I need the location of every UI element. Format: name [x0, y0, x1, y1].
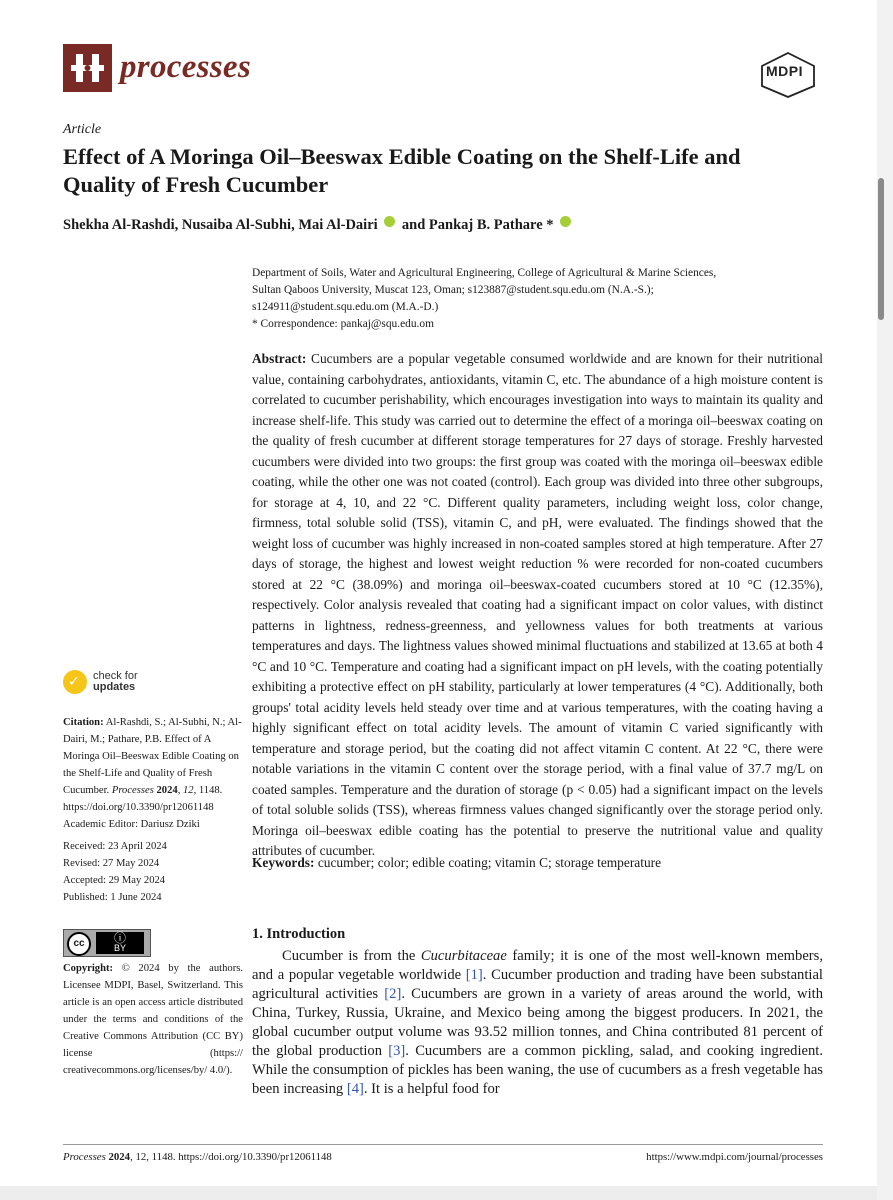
intro-text: Cucumber is from the: [282, 948, 421, 964]
reference-link[interactable]: [3]: [388, 1043, 406, 1059]
citation-year: 2024: [156, 785, 178, 796]
date-revised: Revised: 27 May 2024: [63, 858, 160, 869]
viewer-bottom-edge: [0, 1186, 877, 1200]
author-list: [63, 216, 574, 234]
publisher-name: MDPI: [766, 63, 803, 79]
introduction-paragraph: [252, 947, 823, 1099]
correspondence: * Correspondence: pankaj@squ.edu.om: [252, 318, 434, 330]
processes-logo-icon: [63, 44, 112, 92]
abstract: [252, 349, 823, 862]
article-type: Article: [63, 122, 102, 137]
copyright-label: Copyright:: [63, 963, 114, 974]
intro-text: . Cucumbers are a common pickling, salad, and cooking ingredient. While the consumption of pickles has been waning, the use of cucumbers as a fresh vegetable has been increasing: [252, 1043, 823, 1097]
abstract-label: Abstract:: [252, 351, 307, 366]
section-heading-introduction: 1. Introduction: [252, 926, 346, 942]
keywords-label: Keywords:: [252, 855, 315, 870]
academic-editor: Academic Editor: Dariusz Dziki: [63, 819, 200, 830]
check-updates-line1: check for: [93, 670, 138, 682]
citation-journal: Processes: [111, 785, 154, 796]
citation-label: Citation:: [63, 717, 104, 728]
orcid-icon[interactable]: [384, 216, 395, 227]
citation-pages: , 1148.: [193, 785, 223, 796]
reference-link[interactable]: [4]: [346, 1081, 364, 1097]
affiliations: [252, 265, 832, 333]
footer-journal-url[interactable]: https://www.mdpi.com/journal/processes: [646, 1151, 823, 1163]
cc-by-license-icon[interactable]: [63, 929, 151, 957]
intro-text: . It is a helpful food for: [363, 1081, 500, 1097]
copyright-text: © 2024 by the authors. Licensee MDPI, Basel, Switzerland. This article is an open access article distributed under the terms and conditions of the Creative Commons Attribution (CC BY) license (https:// creativecommons.org/licenses/by/ 4.0/).: [63, 963, 243, 1076]
cc-icon: cc: [67, 932, 91, 956]
affiliation-line: s124911@student.squ.edu.om (M.A.-D.): [252, 301, 439, 313]
affiliation-line: Department of Soils, Water and Agricultural Engineering, College of Agricultural & Marine Sciences,: [252, 267, 717, 279]
date-published: Published: 1 June 2024: [63, 892, 162, 903]
abstract-text: Cucumbers are a popular vegetable consumed worldwide and are known for their nutritional value, containing carbohydrates, antioxidants, vitamin C, etc. The abundance of a high moisture content is correlated to cucumber perishability, which encourages investigation into ways to maintain its quality and increase shelf-life. This study was carried out to determine the effect of a moringa oil–beeswax coating on the quality of fresh cucumber at different storage temperatures for 27 days of storage. Freshly harvested cucumbers were divided into two groups: the first group was coated with the moringa oil–beeswax edible coating, while the other one was not coated (control). Each group was divided into three other subgroups, for storage at 4, 10, and 22 °C. Different quality parameters, including weight loss, color change, firmness, total soluble solid (TSS), vitamin C, and pH, were evaluated. The findings showed that the weight loss of cucumber was highly increased in non-coated samples stored at high temperature. After 27 days of storage, the highest and lowest weight reduction % were recorded for non-coated cucumbers stored at 22 °C (38.09%) and moringa oil–beeswax-coated cucumbers stored at 10 °C (12.35%), respectively. Color analysis revealed that coating had a significant impact on color values, with distinct patterns in lightness, redness-greenness, and yellowness values for both treatments at various temperatures and days. The lightness values showed minimal fluctuations and stabilized at 13.65 at both 4 °C and 10 °C. Temperature and coating had a significant impact on pH levels, with the coating potentially exhibiting a protective effect on pH stability, particularly at lower temperatures (4 °C). Additionally, both groups' total acidity levels held steady over time and at various temperatures, with the coating having a highly significant effect on total acidity levels. The amount of vitamin C varied significantly with temperature and storage period, but the coating did not affect vitamin C content. At 22 °C, there were notable variations in the vitamin C content over the storage period, with a final value of 37.7 mg/L on coated samples. Temperature and the duration of storage (p < 0.05) had a significant impact on the levels of total soluble solids (TSS), whereas firmness values changed significantly over the storage period only. Moringa oil–beeswax edible coating has the potential to preserve the nutritional value and quality attributes of cucumber.: [252, 351, 823, 858]
intro-text: family; it is one of the most well-known members, and a popular vegetable worldwide: [252, 948, 823, 983]
footer-journal: Processes: [63, 1151, 106, 1163]
copyright-block: [63, 960, 243, 1079]
authors-main: Shekha Al-Rashdi, Nusaiba Al-Subhi, Mai Al-Dairi: [63, 217, 378, 233]
affiliation-line: Sultan Qaboos University, Muscat 123, Oman; s123887@student.squ.edu.om (N.A.-S.);: [252, 284, 654, 296]
reference-link[interactable]: [2]: [384, 986, 402, 1002]
journal-name: processes: [120, 49, 252, 85]
footer-divider: [63, 1144, 823, 1145]
article-title: Effect of A Moringa Oil–Beeswax Edible Coating on the Shelf-Life and Quality of Fresh Cucumber: [63, 144, 741, 197]
footer-citation: [63, 1151, 332, 1163]
check-updates-icon: ✓: [63, 670, 87, 694]
intro-family-name: Cucurbitaceae: [420, 948, 507, 964]
intro-text: . Cucumber production and trading have been substantial agricultural activities: [252, 967, 823, 1002]
keywords-text: cucumber; color; edible coating; vitamin C; storage temperature: [317, 855, 662, 870]
citation-volume: 12: [182, 785, 194, 796]
keywords: [252, 855, 661, 871]
scrollbar-thumb[interactable]: [878, 178, 884, 320]
publication-dates: [63, 838, 243, 906]
citation-doi[interactable]: https://doi.org/10.3390/pr12061148: [63, 802, 214, 813]
reference-link[interactable]: [1]: [465, 967, 483, 983]
intro-text: . Cucumbers are grown in a variety of areas around the world, with China, Turkey, Russia, Ukraine, and Mexico being among the biggest producers. In 2021, the global cucumber output volume was 93.52 million tonnes, and China contributed 81 percent of the global production: [252, 986, 823, 1059]
authors-last: and Pankaj B. Pathare *: [401, 217, 554, 233]
orcid-icon[interactable]: [560, 216, 571, 227]
date-received: Received: 23 April 2024: [63, 841, 167, 852]
footer-year: 2024: [108, 1151, 131, 1163]
by-label: BY: [113, 943, 126, 953]
footer-rest: , 12, 1148. https://doi.org/10.3390/pr12061148: [130, 1151, 332, 1163]
date-accepted: Accepted: 29 May 2024: [63, 875, 166, 886]
check-updates-line2: updates: [93, 681, 136, 693]
by-icon: ⓘ BY: [96, 932, 144, 954]
citation-text: Al-Rashdi, S.; Al-Subhi, N.; Al-Dairi, M.; Pathare, P.B. Effect of A Moringa Oil–Beeswax Edible Coating on the Shelf-Life and Quality of Fresh Cucumber.: [63, 717, 242, 796]
citation-block: Citation: Al-Rashdi, S.; Al-Subhi, N.; Al-Dairi, M.; Pathare, P.B. Effect of A Moringa Oil–Beeswax Edible Coating on the Shelf-Life and Quality of Fresh Cucumber. Processes 2024, 12, 1148. https://doi.org/10.3390/pr12061148: [63, 717, 242, 813]
